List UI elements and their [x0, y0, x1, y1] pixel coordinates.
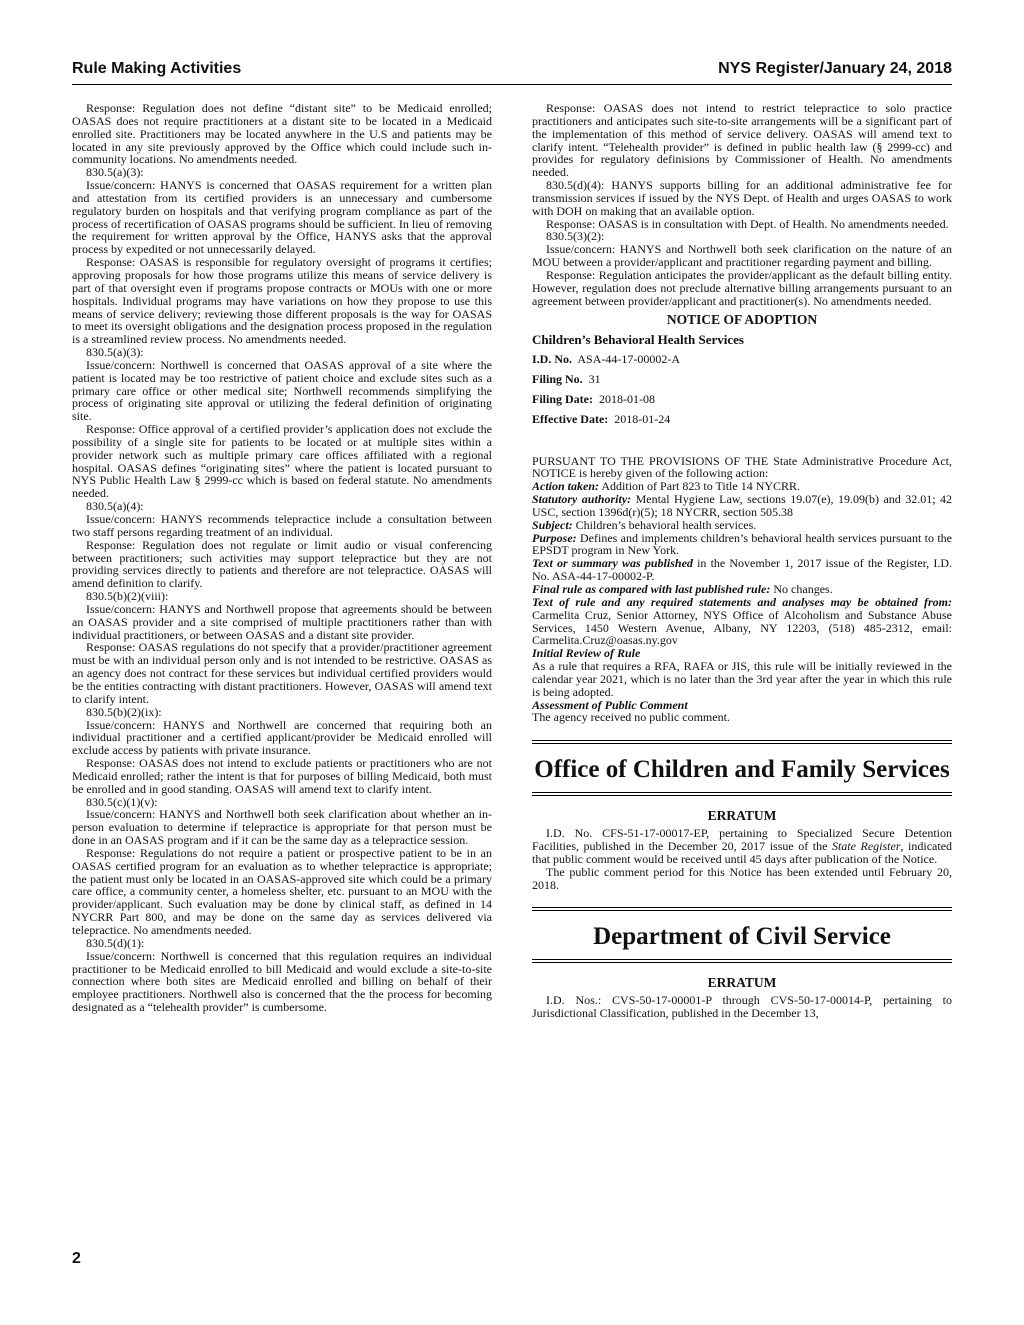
comment-paragraph: 830.5(a)(3):	[86, 345, 144, 360]
initial-review-heading: Initial Review of Rule	[532, 646, 641, 661]
erratum-extension-text: The public comment period for this Notice has been extended until February 20, 2018.	[532, 864, 952, 892]
notice-field-value: Carmelita Cruz, Senior Attorney, NYS Office of Alcoholism and Substance Abuse Services, 1450 Western Avenue, Albany, NY 12203, (518) 485-2312, email: Carmelita.Cruz@oasas.ny.gov	[532, 607, 952, 648]
notice-field-value: Defines and implements children’s behavioral health services pursuant to the EPSDT program in New York.	[532, 530, 952, 558]
comment-paragraph: Issue/concern: HANYS and Northwell propose that agreements should be between an OASAS provider and a site comprised of multiple practitioners rather than with individual practitioners, or between OASAS and a distant site provider.	[72, 601, 492, 642]
notice-field-label: Statutory authority:	[532, 492, 632, 507]
notice-heading: NOTICE OF ADOPTION	[666, 311, 818, 327]
notice-field-label: Final rule as compared with last published rule:	[532, 582, 771, 596]
erratum-text: I.D. No. CFS-51-17-00017-EP, pertaining to Specialized Secure Detention Facilities, published in the December 20, 2017 issue of the State Register, indicated that public comment would be received until 45 days after publication of the Notice.	[532, 826, 952, 866]
left-column	[72, 102, 492, 1232]
comment-paragraph: Response: OASAS does not intend to restrict telepractice to solo practice practitioners and anticipates such site-to-site arrangements will be a significant part of the implementation of this method of service delivery. OASAS will amend text to clarify intent. “Telehealth provider” is defined in public health law (§ 2999-cc) and provides for regulatory definisions by Commissioner of Health. No amendments needed.	[532, 102, 952, 180]
comment-paragraph: Issue/concern: Northwell is concerned that OASAS approval of a site where the patient is located may be too restrictive of patient choice and exclude sites such as a primary care office or other medical site; Northwell recommends simplifying the process of originating site approval or utilizing the federal definition of originating site.	[72, 357, 492, 424]
running-header	[72, 56, 952, 84]
right-column	[532, 102, 952, 1232]
filing-date: Filing Date: 2018-01-08	[532, 391, 655, 406]
page-number: 2	[72, 1250, 81, 1267]
notice-field-label: Subject:	[532, 517, 573, 532]
comment-paragraph: Response: OASAS is in consultation with Dept. of Health. No amendments needed.	[546, 216, 949, 231]
header-rule	[72, 84, 952, 85]
rule-title: Children’s Behavioral Health Services	[532, 332, 744, 348]
filing-number: Filing No. 31	[532, 372, 601, 387]
comment-paragraph: 830.5(d)(1):	[86, 935, 145, 950]
assessment-text: The agency received no public comment.	[532, 710, 730, 725]
pursuant-statement: PURSUANT TO THE PROVISIONS OF THE State Administrative Procedure Act, NOTICE is hereby given of the following action:	[532, 453, 952, 481]
section-divider	[532, 792, 952, 798]
effective-date: Effective Date: 2018-01-24	[532, 411, 671, 426]
id-number: I.D. No. ASA-44-17-00002-A	[532, 352, 681, 367]
notice-field-label: Purpose:	[532, 530, 577, 545]
notice-field-label: Text of rule and any required statements and analyses may be obtained from:	[532, 594, 952, 609]
comment-paragraph: 830.5(a)(3):	[86, 165, 144, 180]
comment-paragraph: 830.5(c)(1)(v):	[86, 794, 158, 809]
comment-paragraph: 830.5(d)(4): HANYS supports billing for an additional administrative fee for transmission services if issued by the NYS Dept. of Health and urges OASAS to work with DOH on making that an available option.	[532, 178, 952, 218]
comment-paragraph: 830.5(b)(2)(ix):	[86, 704, 162, 719]
comment-paragraph: Issue/concern: HANYS and Northwell are concerned that requiring both an individual practitioner and a certified applicant/provider be Medicaid enrolled will exclude access by patients with private insurance.	[72, 717, 492, 758]
notice-field	[532, 596, 952, 647]
notice-field-label: Action taken:	[532, 479, 600, 494]
comment-paragraph: Issue/concern: HANYS recommends telepractice include a consultation between two staff persons regarding treatment of an individual.	[72, 512, 492, 539]
initial-review-text: As a rule that requires a RFA, RAFA or JIS, this rule will be initially reviewed in the calendar year 2021, which is no later than the 3rd year after the year in which this rule is being adopted.	[532, 659, 952, 699]
notice-field	[532, 532, 952, 558]
comment-paragraph: Response: OASAS does not intend to exclude patients or practitioners who are not Medicaid enrolled; rather the intent is that for purposes of billing Medicaid, both must be enrolled and in good standing. OASAS will amend text to clarify intent.	[72, 756, 492, 796]
section-divider	[532, 959, 952, 965]
notice-field	[532, 557, 952, 583]
notice-fields	[532, 480, 952, 647]
notice-field-value: No changes.	[773, 582, 833, 596]
comment-paragraph: Issue/concern: HANYS and Northwell both seek clarification on the nature of an MOU between a provider/applicant and practitioner regarding payment and billing.	[532, 242, 952, 270]
notice-field-value: Mental Hygiene Law, sections 19.07(e), 19.09(b) and 32.01; 42 USC, section 1396d(r)(5); 18 NYCRR, section 505.38	[532, 492, 952, 519]
section-title: Rule Making Activities	[72, 60, 242, 77]
comment-paragraph: Response: Regulation anticipates the provider/applicant as the default billing entity. However, regulation does not preclude alternative billing arrangements pursuant to an agreement between provider/applicant and practitioner(s). No amendments needed.	[532, 267, 952, 308]
comment-paragraph: 830.5(a)(4):	[86, 499, 144, 514]
notice-field-label: Text or summary was published	[532, 556, 693, 571]
comment-paragraph: Response: Regulation does not define “distant site” to be Medicaid enrolled; OASAS does not require practitioners at a distant site to be located in a Medicaid enrolled site. Practitioners may be located anywhere in the U.S and patients may be located in any site previously approved by the Office which could include such in-community locations. No amendments needed.	[72, 102, 492, 167]
comment-paragraph: Issue/concern: HANYS and Northwell both seek clarification about whether an in-person evaluation to determine if telepractice is appropriate for that person must be done in an OASAS program and if it can be the same day as a telepractice session.	[72, 807, 492, 848]
comment-paragraph: Response: OASAS is responsible for regulatory oversight of programs it certifies; approving proposals for how those programs utilize this means of service delivery is part of that oversight even if programs propose contracts or MOUs with one or more hospitals. Individual programs may have variations on how they propose to use this means of service delivery; reviewing those different proposals is the way for OASAS to meet its oversight obligations and the designation process proposed in the regulation is a streamlined review process. No amendments needed.	[72, 255, 492, 347]
notice-field-value: Children’s behavioral health services.	[575, 517, 757, 532]
comment-paragraph: Issue/concern: Northwell is concerned that this regulation requires an individual practitioner to be Medicaid enrolled to bill Medicaid and would exclude a site-to-site connection where both sites are Medicaid enrolled and billing on behalf of their employee practitioners. Northwell also is concerned that the the process for becoming designated as a “telehealth provider” is cumbersome.	[72, 948, 492, 1015]
comment-paragraph: Response: Regulations do not require a patient or prospective patient to be in an OASAS certified program for an evaluation as to whether telepractice is appropriate; the patient must only be located in an OASAS-approved site which could be a primary care office, a community center, a homeless shelter, etc. pursuant to an MOU with the provider/applicant. Such evaluation may be done by clinical staff, as defined in 14 NYCRR Part 800, and may be done on the same day as services delivered via telepractice. No amendments needed.	[72, 845, 492, 937]
section-divider	[532, 740, 952, 746]
comment-paragraph: Response: Office approval of a certified provider’s application does not exclude the possibility of a single site for patients to be located or at multiple sites within a provider network such as multiple primary care offices affiliated with a regional hospital. OASAS defines “originating sites” where the patient is located pursuant to NYS Public Health Law § 2999-cc which is based on federal statute. No amendments needed.	[72, 422, 492, 501]
issue-date: NYS Register/January 24, 2018	[718, 60, 952, 77]
erratum-text: I.D. Nos.: CVS-50-17-00001-P through CVS-50-17-00014-P, pertaining to Jurisdictional Classification, published in the December 13,	[532, 993, 952, 1021]
section-divider	[532, 907, 952, 913]
notice-field	[532, 493, 952, 519]
erratum-heading: ERRATUM	[707, 808, 777, 824]
notice-field-value: Addition of Part 823 to Title 14 NYCRR.	[601, 479, 801, 494]
notice-field-value: in the November 1, 2017 issue of the Register, I.D. No. ASA-44-17-00002-P.	[532, 556, 952, 584]
agency-title-ocfs: Office of Children and Family Services	[534, 756, 950, 784]
comment-paragraph: Issue/concern: HANYS is concerned that OASAS requirement for a written plan and attestation from its certified providers is an unnecessary and cumbersome regulatory burden on hospitals and that verifying program compliance as part of the process of recertification of OASAS programs should be sufficient. In lieu of removing the requirement for written approval by the Office, HANYS asks that the approval process by expedited or not unnecessarily delayed.	[72, 178, 492, 257]
comment-paragraph: 830.5(b)(2)(viii):	[86, 589, 169, 604]
comment-paragraph: Response: OASAS regulations do not specify that a provider/practitioner agreement must be with an individual person only and is not intended to be restrictive. OASAS as an agency does not contract for these services but individual certified providers would be the entities contracting with distant practitioners. However, OASAS will amend text to clarify intent.	[72, 640, 492, 706]
comment-paragraph: 830.5(3)(2):	[546, 229, 605, 244]
comment-responses-continued	[532, 102, 952, 308]
assessment-heading: Assessment of Public Comment	[532, 697, 688, 712]
erratum-heading: ERRATUM	[707, 975, 777, 991]
comment-paragraph: Response: Regulation does not regulate or limit audio or visual conferencing between practitioners; such activities may support telepractice but they are not providing services directly to patients and therefore are not telepractice. OASAS will amend definition to clarify.	[72, 537, 492, 591]
agency-title-dcs: Department of Civil Service	[593, 923, 891, 951]
